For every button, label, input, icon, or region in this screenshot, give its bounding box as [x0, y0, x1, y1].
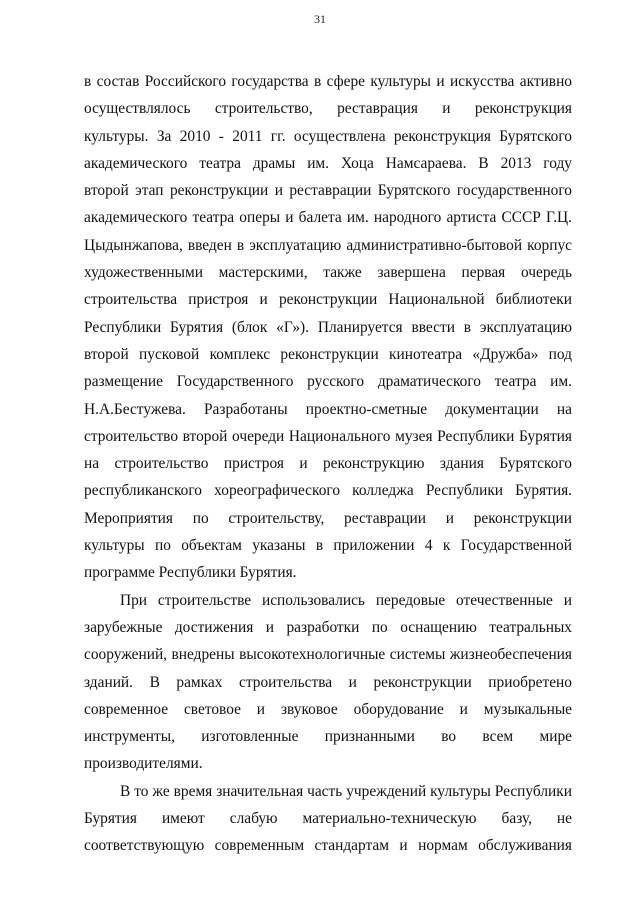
text-line: В то же время значительная часть учреждений культуры Республики	[120, 782, 572, 800]
text-line: Н.А.Бестужева. Разработаны проектно-сметные документации на	[84, 400, 572, 418]
text-line: современное световое и звуковое оборудование и музыкальные	[84, 700, 572, 718]
text-line: Республики Бурятия (блок «Г»). Планируется ввести в эксплуатацию	[84, 318, 572, 336]
text-line: осуществлялось строительство, реставрация и реконструкция	[84, 100, 572, 118]
text-line: культуры. За 2010 - 2011 гг. осуществлена реконструкция Бурятского	[84, 127, 572, 145]
text-line: на строительство пристроя и реконструкцию здания Бурятского	[84, 455, 572, 473]
text-line: инструменты, изготовленные признанными во всем мире	[84, 728, 572, 746]
text-line: художественными мастерскими, также завершена первая очередь	[84, 264, 572, 282]
text-line: сооружений, внедрены высокотехнологичные системы жизнеобеспечения	[84, 646, 572, 664]
page-number: 31	[314, 12, 326, 26]
document-body	[84, 68, 572, 860]
text-line: культуры по объектам указаны в приложении 4 к Государственной	[84, 537, 572, 555]
text-line: строительство второй очереди Национального музея Республики Бурятия	[84, 427, 572, 445]
text-line: второй этап реконструкции и реставрации Бурятского государственного	[84, 182, 572, 200]
text-line: Бурятия имеют слабую материально-техническую базу, не	[84, 810, 572, 828]
text-line: соответствующую современным стандартам и нормам обслуживания	[84, 837, 572, 855]
paragraph	[84, 68, 572, 587]
text-line: зарубежные достижения и разработки по оснащению театральных	[84, 618, 572, 636]
text-line: академического театра оперы и балета им. народного артиста СССР Г.Ц.	[84, 209, 572, 227]
text-line: размещение Государственного русского драматического театра им.	[84, 373, 572, 391]
text-line: второй пусковой комплекс реконструкции кинотеатра «Дружба» под	[84, 345, 572, 363]
text-line: При строительстве использовались передовые отечественные и	[120, 591, 572, 609]
text-line: академического театра драмы им. Хоца Намсараева. В 2013 году	[84, 154, 572, 172]
paragraph	[84, 778, 572, 860]
text-line: в состав Российского государства в сфере культуры и искусства активно	[84, 73, 572, 90]
paragraph	[84, 587, 572, 778]
text-line: зданий. В рамках строительства и реконструкции приобретено	[84, 673, 572, 691]
text-line: Цыдынжапова, введен в эксплуатацию административно-бытовой корпус	[84, 236, 572, 254]
text-line: Мероприятия по строительству, реставрации и реконструкции	[84, 509, 572, 527]
text-line: программе Республики Бурятия.	[84, 564, 297, 582]
text-line: производителями.	[84, 755, 203, 773]
text-line: республиканского хореографического колледжа Республики Бурятия.	[84, 482, 572, 500]
text-line: строительства пристроя и реконструкции Национальной библиотеки	[84, 291, 572, 309]
